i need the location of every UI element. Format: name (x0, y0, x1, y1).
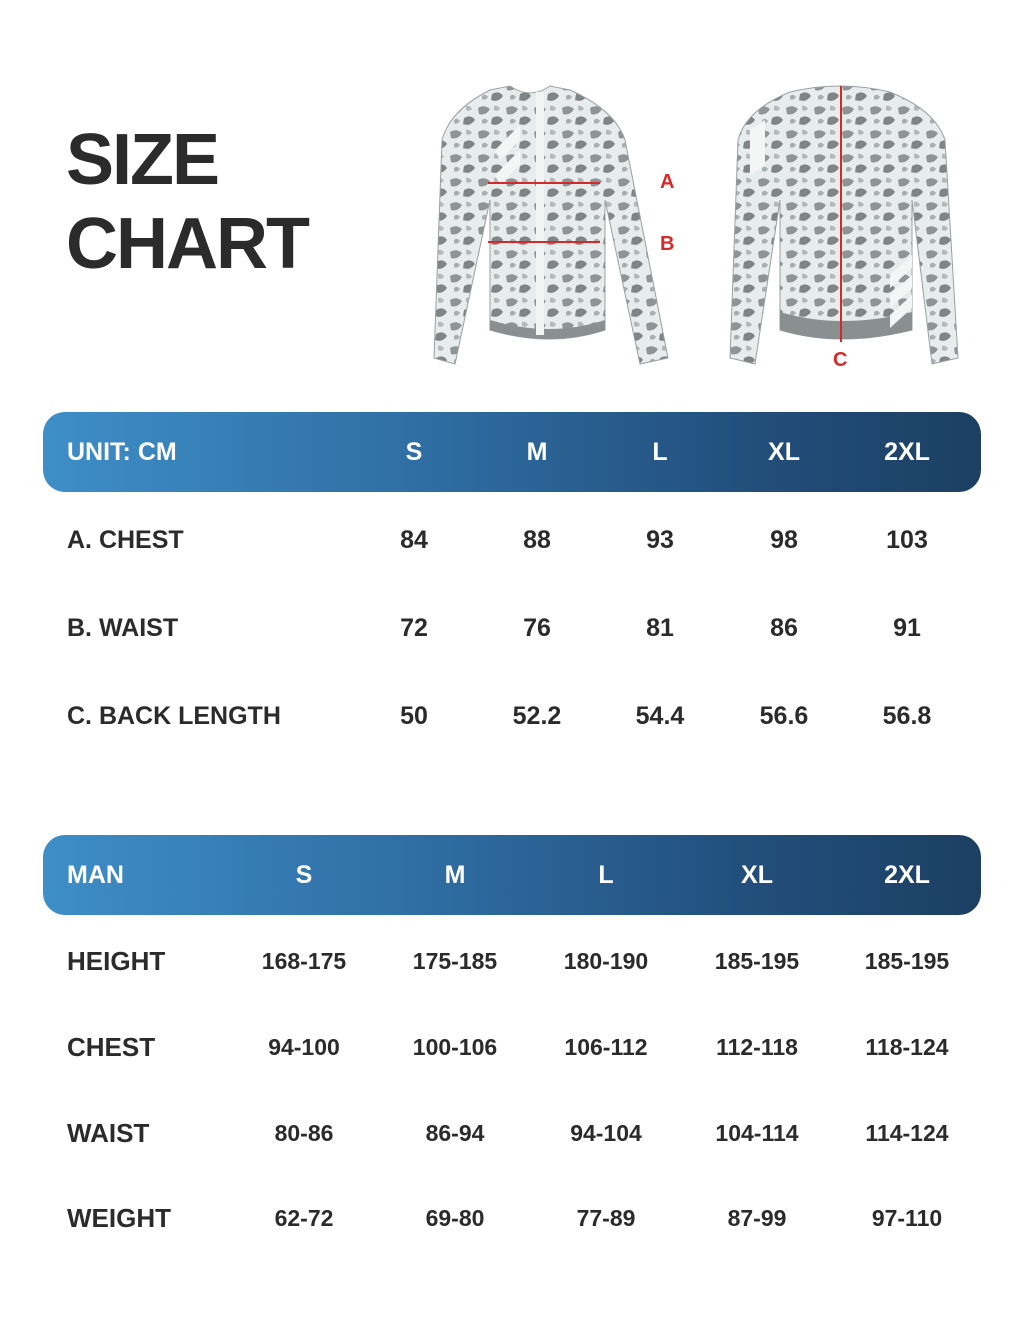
cell: 76 (523, 613, 551, 642)
jersey-illustrations (420, 80, 980, 380)
title-line-1: SIZE (66, 120, 219, 200)
cell: 80-86 (274, 1119, 334, 1146)
row-label: WEIGHT (67, 1202, 171, 1233)
cell: 98 (770, 525, 798, 554)
jersey-svg (420, 80, 980, 380)
table-row (43, 686, 981, 746)
cell: 91 (893, 613, 921, 642)
cell: 112-118 (716, 1033, 798, 1060)
cell: 106-112 (564, 1033, 648, 1060)
header-size-s: S (295, 860, 313, 889)
row-label: HEIGHT (67, 945, 166, 976)
cell: 168-175 (261, 947, 347, 974)
cell: 185-195 (714, 947, 800, 974)
table-header (43, 835, 981, 915)
front-jersey (434, 86, 668, 364)
cell: 86-94 (425, 1119, 485, 1146)
cell: 175-185 (412, 947, 498, 974)
header-size-2xl: 2XL (884, 437, 930, 466)
header-size-xl: XL (741, 860, 773, 889)
cell: 185-195 (864, 947, 950, 974)
table-row (43, 1103, 981, 1163)
cell: 62-72 (274, 1204, 334, 1231)
cell: 69-80 (425, 1204, 485, 1231)
cell: 54.4 (635, 701, 685, 730)
cell: 114-124 (865, 1119, 949, 1146)
cell: 56.8 (882, 701, 932, 730)
header-size-m: M (444, 860, 466, 889)
row-label: B. WAIST (67, 613, 179, 642)
header-size-l: L (598, 860, 614, 889)
marker-b: B (660, 233, 675, 255)
marker-c: C (833, 349, 848, 371)
row-label: CHEST (67, 1031, 156, 1062)
cell: 88 (523, 525, 551, 554)
header-size-l: L (652, 437, 668, 466)
row-label: A. CHEST (67, 525, 184, 554)
table-row (43, 931, 981, 991)
title-line-2: CHART (66, 204, 308, 284)
table-row (43, 510, 981, 570)
page-title (66, 118, 308, 286)
cell: 100-106 (412, 1033, 498, 1060)
table-header (43, 412, 981, 492)
header-size-2xl: 2XL (884, 860, 930, 889)
table-row (43, 1188, 981, 1248)
row-label: C. BACK LENGTH (67, 701, 281, 730)
header-size-xl: XL (768, 437, 800, 466)
cell: 86 (770, 613, 798, 642)
back-jersey (730, 86, 958, 364)
cell: 84 (400, 525, 428, 554)
cell: 50 (400, 701, 428, 730)
header-label: UNIT: CM (67, 437, 177, 466)
header-size-s: S (405, 437, 423, 466)
row-label: WAIST (67, 1117, 150, 1148)
table-row (43, 598, 981, 658)
table-row (43, 1017, 981, 1077)
cell: 180-190 (563, 947, 649, 974)
cell: 94-104 (570, 1119, 642, 1146)
cell: 93 (646, 525, 674, 554)
cell: 94-100 (268, 1033, 340, 1060)
header-label: MAN (67, 860, 124, 889)
cell: 104-114 (715, 1119, 799, 1146)
cell: 103 (886, 525, 928, 554)
cell: 77-89 (576, 1204, 636, 1231)
header-size-m: M (526, 437, 548, 466)
cell: 81 (646, 613, 674, 642)
cell: 118-124 (865, 1033, 949, 1060)
cell: 87-99 (727, 1204, 787, 1231)
marker-a: A (660, 171, 675, 193)
cell: 72 (400, 613, 428, 642)
cell: 97-110 (871, 1204, 943, 1231)
cell: 56.6 (759, 701, 809, 730)
cell: 52.2 (512, 701, 562, 730)
